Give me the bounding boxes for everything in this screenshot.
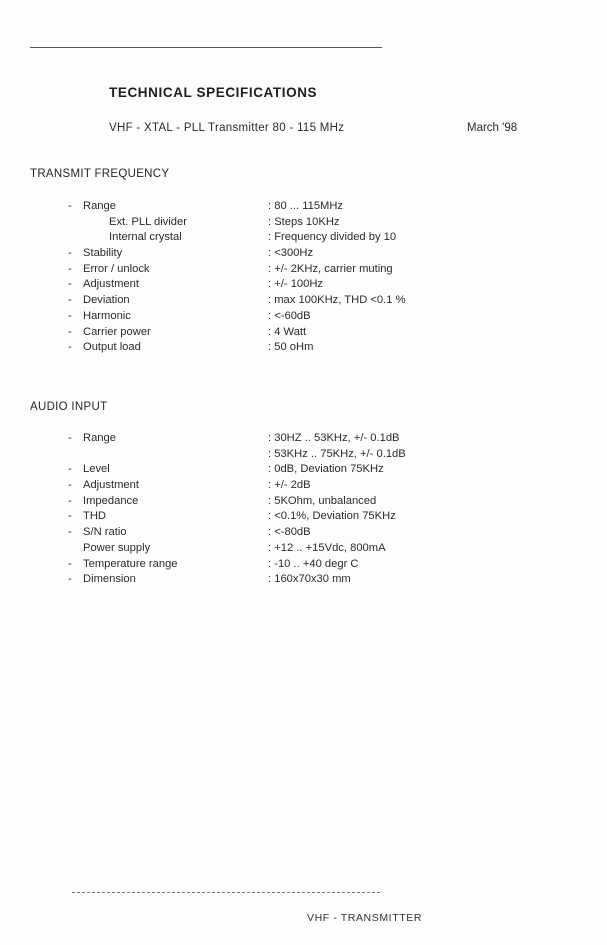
document-date: March '98 [467,122,518,134]
spec-bullet: - [68,526,72,539]
spec-label: Adjustment [83,278,139,291]
spec-value: : Steps 10KHz [268,215,340,228]
spec-value: : max 100KHz, THD <0.1 % [268,294,406,307]
spec-row [0,325,607,341]
spec-label: Level [83,463,110,476]
spec-value: : <300Hz [268,247,314,260]
spec-bullet: - [68,247,72,260]
spec-row [0,230,607,246]
transmit-frequency-list [0,199,607,356]
spec-row [0,494,607,510]
top-rule [30,47,382,48]
spec-value: : 5KOhm, unbalanced [268,494,377,507]
spec-value: : 0dB, Deviation 75KHz [268,463,384,476]
spec-bullet: - [68,294,72,307]
spec-bullet: - [68,463,72,476]
spec-label: Range [83,432,116,444]
spec-row [0,431,607,447]
spec-value: : <-80dB [268,526,311,539]
spec-label: Carrier power [83,325,151,338]
spec-value: : <0.1%, Deviation 75KHz [268,510,396,523]
spec-label: Ext. PLL divider [109,215,187,228]
spec-row [0,557,607,573]
spec-row [0,199,607,215]
spec-bullet: - [68,479,72,492]
spec-label: Temperature range [83,557,178,570]
spec-label: Harmonic [83,309,131,322]
spec-label: Power supply [83,541,151,554]
spec-label: Deviation [83,294,130,307]
spec-row [0,447,607,463]
bottom-rule [72,892,380,893]
spec-row [0,262,607,278]
spec-label: Dimension [83,573,136,586]
spec-row [0,572,607,588]
spec-bullet: - [68,341,72,354]
spec-row [0,541,607,557]
spec-row [0,462,607,478]
spec-bullet: - [68,557,72,570]
spec-label: Adjustment [83,479,139,492]
spec-value: : 30HZ .. 53KHz, +/- 0.1dB [268,432,400,444]
spec-label: Stability [83,247,123,260]
spec-bullet: - [68,278,72,291]
spec-bullet: - [68,573,72,586]
spec-row [0,215,607,231]
spec-value: : 53KHz .. 75KHz, +/- 0.1dB [268,447,406,460]
spec-label: Output load [83,341,141,354]
spec-row [0,525,607,541]
spec-row [0,246,607,262]
spec-label: Error / unlock [83,262,150,275]
spec-bullet: - [68,325,72,338]
spec-value: : +12 .. +15Vdc, 800mA [268,541,386,554]
spec-bullet: - [68,200,72,212]
spec-label: Internal crystal [109,231,182,244]
spec-bullet: - [68,494,72,507]
spec-value: : 50 oHm [268,341,314,354]
spec-value: : +/- 2dB [268,479,311,492]
transmit-frequency-heading: TRANSMIT FREQUENCY [30,168,170,180]
spec-row [0,277,607,293]
document-title: TECHNICAL SPECIFICATIONS [109,85,318,100]
spec-value: : <-60dB [268,309,311,322]
audio-input-heading: AUDIO INPUT [30,401,108,413]
spec-value: : +/- 100Hz [268,278,324,291]
spec-label: Impedance [83,494,139,507]
spec-row [0,293,607,309]
spec-label: THD [83,510,106,523]
spec-bullet: - [68,432,72,444]
audio-input-list [0,431,607,588]
spec-bullet: - [68,309,72,322]
spec-row [0,309,607,325]
spec-label: Range [83,200,116,212]
spec-value: : Frequency divided by 10 [268,231,397,244]
spec-row [0,478,607,494]
page-footer: VHF - TRANSMITTER [307,912,423,924]
spec-value: : 160x70x30 mm [268,573,351,586]
spec-row [0,509,607,525]
spec-label: S/N ratio [83,526,127,539]
spec-bullet: - [68,510,72,523]
spec-value: : -10 .. +40 degr C [268,557,359,570]
spec-value: : 80 ... 115MHz [268,200,344,212]
document-subtitle: VHF - XTAL - PLL Transmitter 80 - 115 MHz [109,122,345,134]
spec-value: : +/- 2KHz, carrier muting [268,262,393,275]
spec-row [0,340,607,356]
spec-bullet: - [68,262,72,275]
spec-value: : 4 Watt [268,325,307,338]
